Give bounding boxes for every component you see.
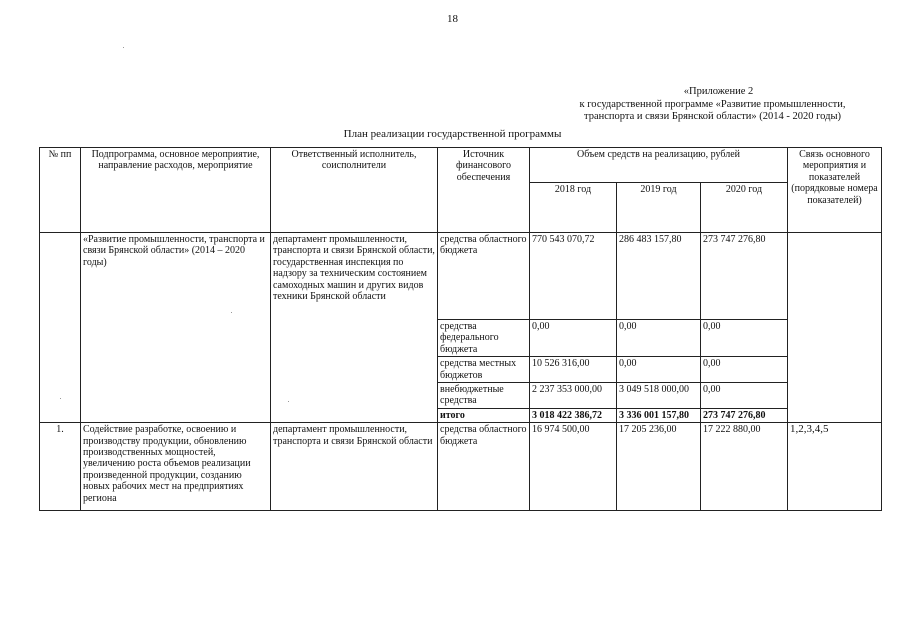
value-cell: 10 526 316,00 xyxy=(530,357,617,383)
appendix-header xyxy=(560,86,865,124)
appendix-line-1: «Приложение 2 xyxy=(683,86,754,97)
header-volume: Объем средств на реализацию, рублей xyxy=(530,148,788,183)
value-cell: 0,00 xyxy=(617,320,701,357)
total-value: 3 336 001 157,80 xyxy=(617,408,701,422)
source-cell: средства областного бюджета xyxy=(438,423,530,511)
source-cell: внебюджетные средства xyxy=(438,383,530,409)
activity-indicators: 1,2,3,4,5 xyxy=(788,423,882,511)
value-cell: 770 543 070,72 xyxy=(530,233,617,320)
total-value: 3 018 422 386,72 xyxy=(530,408,617,422)
value-cell: 3 049 518 000,00 xyxy=(617,383,701,409)
scan-speck xyxy=(288,401,289,402)
scan-speck xyxy=(231,312,232,313)
table-row xyxy=(40,423,882,511)
header-year-2019: 2019 год xyxy=(617,183,701,233)
total-label: итого xyxy=(438,408,530,422)
plan-table xyxy=(39,147,882,511)
page-number: 18 xyxy=(447,13,458,25)
value-cell: 17 205 236,00 xyxy=(617,423,701,511)
header-source: Источник финансового обеспечения xyxy=(438,148,530,233)
table-row xyxy=(40,233,882,320)
source-cell: средства федерального бюджета xyxy=(438,320,530,357)
value-cell: 0,00 xyxy=(617,357,701,383)
value-cell: 17 222 880,00 xyxy=(701,423,788,511)
header-subprogram: Подпрограмма, основное мероприятие, направление расходов, мероприятие xyxy=(81,148,271,233)
header-year-2018: 2018 год xyxy=(530,183,617,233)
header-year-2020: 2020 год xyxy=(701,183,788,233)
activity-num: 1. xyxy=(40,423,81,511)
appendix-line-3: транспорта и связи Брянской области» (2014 - 2020 годы) xyxy=(583,111,841,122)
source-cell: средства областного бюджета xyxy=(438,233,530,320)
header-indicators: Связь основного мероприятия и показателей (порядковые номера показателей) xyxy=(788,148,882,233)
value-cell: 0,00 xyxy=(701,320,788,357)
value-cell: 0,00 xyxy=(701,357,788,383)
header-num: № пп xyxy=(40,148,81,233)
value-cell: 286 483 157,80 xyxy=(617,233,701,320)
value-cell: 0,00 xyxy=(530,320,617,357)
scan-speck xyxy=(60,398,61,399)
total-value: 273 747 276,80 xyxy=(701,408,788,422)
appendix-line-2: к государственной программе «Развитие промышленности, xyxy=(579,98,846,110)
plan-title: План реализации государственной программы xyxy=(343,128,562,140)
program-name: «Развитие промышленности, транспорта и связи Брянской области» (2014 – 2020 годы) xyxy=(81,233,271,423)
value-cell: 16 974 500,00 xyxy=(530,423,617,511)
source-cell: средства местных бюджетов xyxy=(438,357,530,383)
header-executor: Ответственный исполнитель, соисполнители xyxy=(271,148,438,233)
program-executor: департамент промышленности, транспорта и связи Брянской области, государственная инспекция по надзору за техническим состоянием самоходных машин и других видов техники Брянской области xyxy=(271,233,438,423)
value-cell: 0,00 xyxy=(701,383,788,409)
value-cell: 273 747 276,80 xyxy=(701,233,788,320)
scan-speck xyxy=(123,47,124,48)
program-num-cell xyxy=(40,233,81,423)
program-indicators-cell xyxy=(788,233,882,423)
header-row-1 xyxy=(40,148,882,183)
activity-executor: департамент промышленности, транспорта и связи Брянской области xyxy=(271,423,438,511)
activity-name: Содействие разработке, освоению и производству продукции, обновлению производственных мощностей, увеличению роста объемов реализации произведенной продукции, созданию новых рабочих мест на предприятиях региона xyxy=(81,423,271,511)
value-cell: 2 237 353 000,00 xyxy=(530,383,617,409)
